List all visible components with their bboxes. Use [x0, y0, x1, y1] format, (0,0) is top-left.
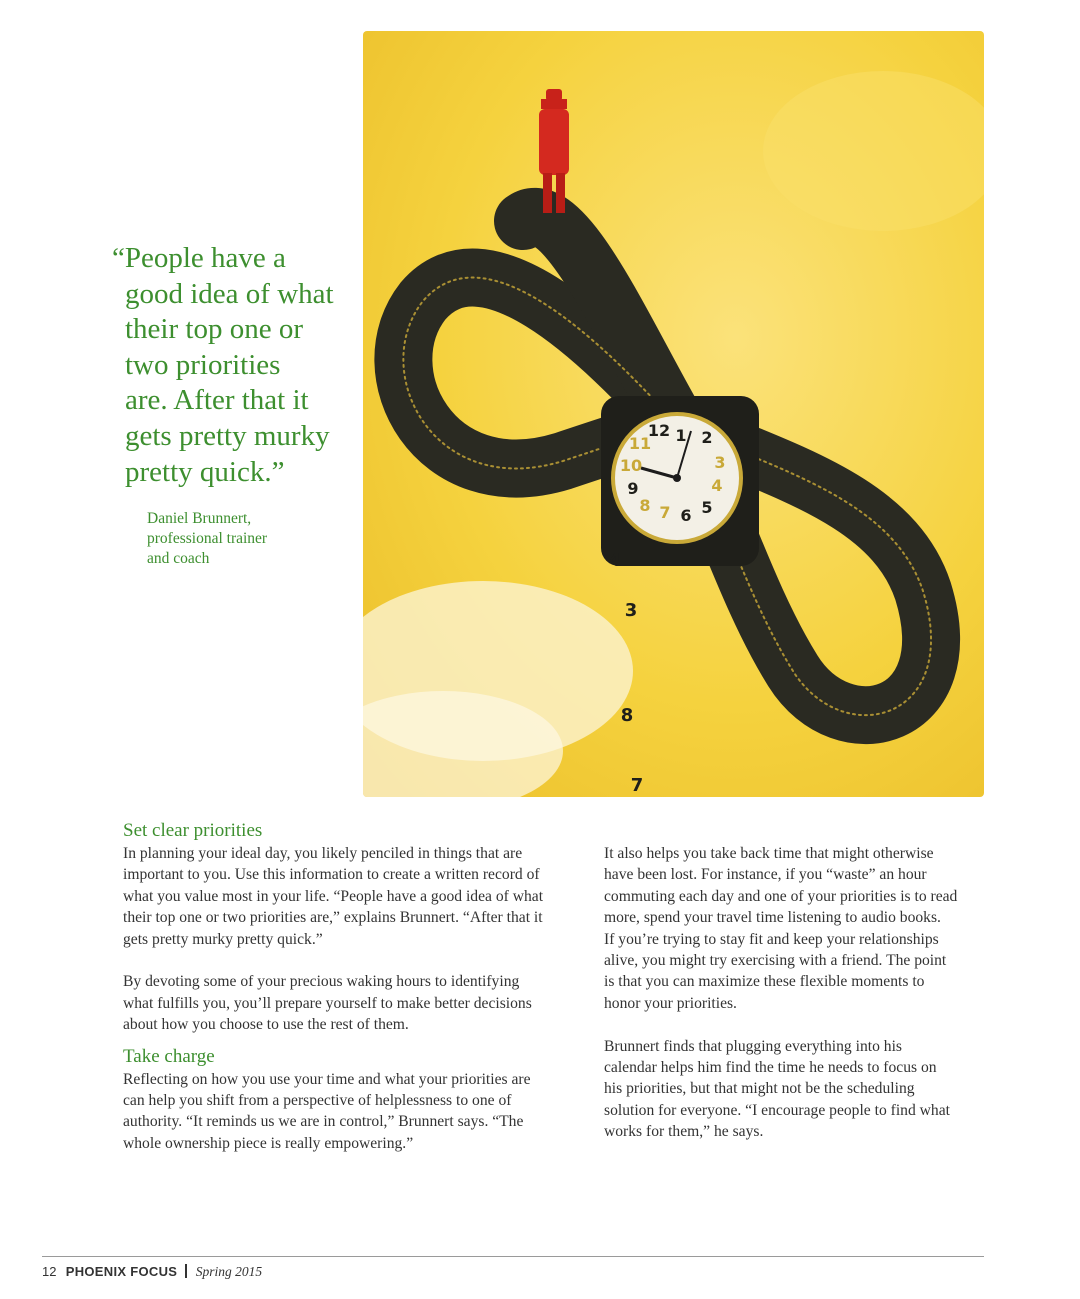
- dial-number: 12: [647, 421, 671, 440]
- body-line: calendar helps him find the time he needs to focus on: [604, 1059, 937, 1077]
- body-line: By devoting some of your precious waking hours to identifying: [123, 973, 520, 991]
- body-line: gets pretty murky pretty quick.”: [123, 930, 323, 948]
- body-line: solution for everyone. “I encourage people to find what: [604, 1101, 950, 1119]
- body-line: It also helps you take back time that might otherwise: [604, 845, 934, 862]
- body-line: can help you shift from a perspective of helplessness to one of: [123, 1092, 512, 1110]
- dial-number: 3: [714, 453, 726, 472]
- body-line: In planning your ideal day, you likely penciled in things that are: [123, 845, 523, 862]
- section-heading: Set clear priorities: [123, 820, 263, 841]
- dial-number: 11: [628, 434, 652, 453]
- body-line: honor your priorities.: [604, 994, 737, 1012]
- pull-quote-line: “People have a: [112, 242, 286, 274]
- pull-quote-line: two priorities: [125, 348, 281, 381]
- pull-quote-attribution: [147, 509, 347, 569]
- watch-face-icon: [601, 396, 759, 566]
- paragraph-gap: [604, 1014, 994, 1035]
- page-number: 12: [42, 1264, 57, 1279]
- body-line: what fulfills you, you’ll prepare yourself to make better decisions: [123, 994, 532, 1012]
- footer-divider: [42, 1256, 984, 1257]
- body-line: commuting each day and one of your priorities is to read: [604, 887, 958, 905]
- article-column-left: [123, 819, 588, 1154]
- pull-quote-line: pretty quick.”: [125, 455, 285, 488]
- infinity-watch-illustration: [363, 31, 984, 797]
- footer-separator: [185, 1264, 187, 1278]
- loose-number: 4: [608, 550, 622, 571]
- body-line: alive, you might try exercising with a friend. The point: [604, 952, 947, 970]
- dial-number: 2: [701, 428, 713, 447]
- body-line: is that you can maximize these flexible moments to: [604, 973, 925, 991]
- pull-quote-line: their top one or: [125, 313, 303, 346]
- body-line: important to you. Use this information to create a written record of: [123, 866, 540, 884]
- magazine-name: PHOENIX FOCUS: [65, 1264, 178, 1279]
- article-column-right: [604, 843, 994, 1143]
- dial-number: 1: [675, 426, 687, 445]
- dial-number: 4: [711, 476, 723, 495]
- body-line: authority. “It reminds us we are in control,” Brunnert says. “The: [123, 1113, 524, 1131]
- body-line: his priorities, but that might not be the scheduling: [604, 1080, 915, 1098]
- attribution-line: Daniel Brunnert,: [147, 510, 252, 527]
- attribution-line: and coach: [147, 550, 210, 567]
- loose-number: 8: [620, 705, 634, 726]
- body-line: about how you choose to use the rest of them.: [123, 1016, 409, 1034]
- pull-quote-line: are. After that it: [125, 384, 309, 417]
- body-line: whole ownership piece is really empowering.”: [123, 1134, 414, 1152]
- issue-date: Spring 2015: [195, 1264, 263, 1279]
- pull-quote-line: gets pretty murky: [125, 419, 330, 452]
- attribution-line: professional trainer: [147, 530, 268, 547]
- section-heading: Take charge: [123, 1045, 215, 1067]
- body-line: Brunnert finds that plugging everything into his: [604, 1037, 902, 1055]
- dial-number: 6: [680, 506, 692, 525]
- dial-number: 8: [639, 496, 651, 515]
- pull-quote-line: good idea of what: [125, 277, 334, 310]
- paragraph-gap: [123, 950, 588, 971]
- body-line: works for them,” he says.: [604, 1123, 764, 1141]
- body-line: have been lost. For instance, if you “waste” an hour: [604, 866, 927, 884]
- body-line: more, spend your travel time listening to audio books.: [604, 909, 941, 927]
- body-line: their top one or two priorities are,” explains Brunnert. “After that it: [123, 909, 543, 927]
- loose-number: 7: [630, 775, 644, 796]
- page-footer: [42, 1264, 262, 1280]
- pull-quote: [112, 241, 362, 490]
- dial-number: 7: [659, 503, 671, 522]
- body-line: If you’re trying to stay fit and keep your relationships: [604, 930, 939, 948]
- dial-number: 9: [627, 479, 639, 498]
- body-line: what you value most in your life. “People have a good idea of what: [123, 887, 544, 905]
- body-line: Reflecting on how you use your time and what your priorities are: [123, 1070, 531, 1088]
- dial-number: 5: [701, 498, 713, 517]
- loose-number: 3: [624, 600, 638, 621]
- dial-number: 10: [619, 456, 643, 475]
